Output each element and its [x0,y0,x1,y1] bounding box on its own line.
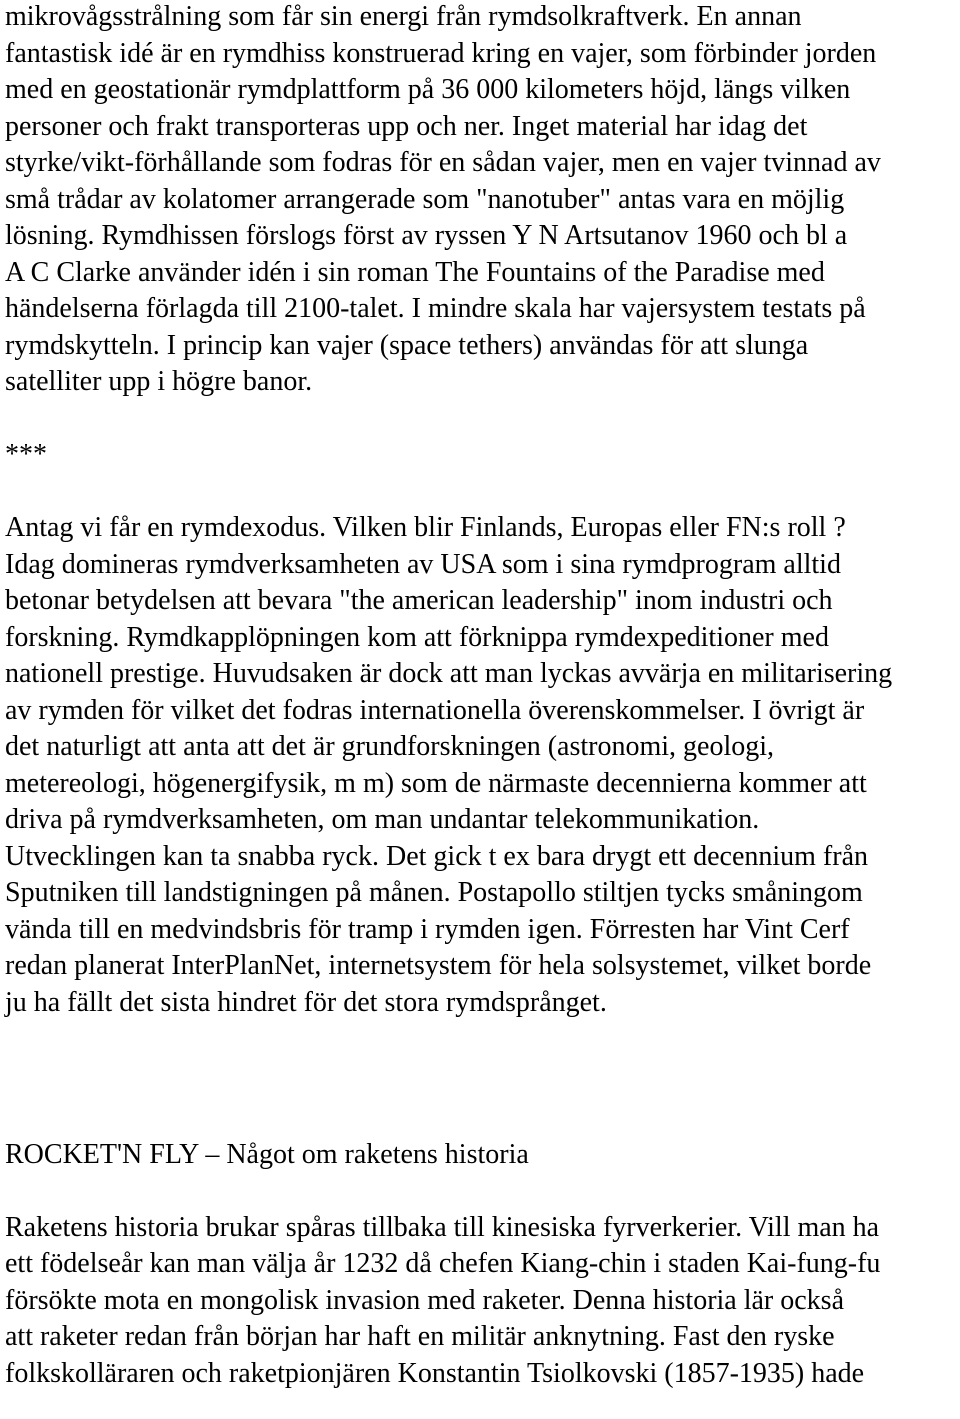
text-line: ett födelseår kan man välja år 1232 då chefen Kiang-chin i staden Kai-fung-fu [5,1248,881,1279]
text-line: händelserna förlagda till 2100-talet. I mindre skala har vajersystem testats på [5,293,866,324]
separator-text: *** [5,438,47,470]
text-line: forskning. Rymdkapplöpningen kom att förknippa rymdexpeditioner med [5,621,829,653]
text-line: vända till en medvindsbris för tramp i rymden igen. Förresten har Vint Cerf [5,913,850,945]
text-line: personer och frakt transporteras upp och ner. Inget material har idag det [5,110,808,142]
text-line: styrke/vikt-förhållande som fodras för en sådan vajer, men en vajer tvinnad av [5,147,881,178]
text-line: betonar betydelsen att bevara "the american leadership" inom industri och [5,585,833,616]
text-line: nationell prestige. Huvudsaken är dock att man lyckas avvärja en militarisering [5,658,893,689]
paragraph-raketens-historia [5,1210,960,1393]
text-line: metereologi, högenergifysik, m m) som de närmaste decennierna kommer att [5,767,867,799]
text-line: små trådar av kolatomer arrangerade som "nanotuber" antas vara en möjlig [5,183,845,215]
text-line: A C Clarke använder idén i sin roman The Fountains of the Paradise med [5,256,825,288]
text-line: fantastisk idé är en rymdhiss konstruerad kring en vajer, som förbinder jorden [5,37,877,69]
spacer [5,473,960,510]
paragraph-rymdexodus [5,510,960,1021]
text-line: det naturligt att anta att det är grundforskningen (astronomi, geologi, [5,731,775,762]
text-line: Utvecklingen kan ta snabba ryck. Det gick t ex bara drygt ett decennium från [5,840,869,872]
text-line: driva på rymdverksamheten, om man undantar telekommunikation. [5,804,760,835]
text-line: folkskolläraren och raketpionjären Konstantin Tsiolkovski (1857-1935) hade [5,1357,865,1389]
paragraph-rymdhiss [5,0,960,401]
section-heading [5,1137,960,1174]
text-line: rymdskytteln. I princip kan vajer (space tethers) användas för att slunga [5,329,809,361]
heading-text: ROCKET'N FLY – Något om raketens historia [5,1139,529,1170]
text-line: Sputniken till landstigningen på månen. Postapollo stiltjen tycks småningom [5,877,863,908]
section-separator [5,437,960,474]
text-line: försökte mota en mongolisk invasion med raketer. Denna historia lär också [5,1284,845,1316]
text-line: Idag domineras rymdverksamheten av USA som i sina rymdprogram alltid [5,548,841,580]
text-line: satelliter upp i högre banor. [5,366,313,397]
text-line: lösning. Rymdhissen förslogs först av ryssen Y N Artsutanov 1960 och bl a [5,220,848,251]
text-line: mikrovågsstrålning som får sin energi från rymdsolkraftverk. En annan [5,1,802,32]
document-page [5,0,960,1392]
spacer [5,1021,960,1137]
spacer [5,401,960,437]
text-line: redan planerat InterPlanNet, internetsystem för hela solsystemet, vilket borde [5,950,872,981]
spacer [5,1174,960,1210]
text-line: Antag vi får en rymdexodus. Vilken blir Finlands, Europas eller FN:s roll ? [5,512,846,543]
text-line: att raketer redan från början har haft en militär anknytning. Fast den ryske [5,1321,835,1352]
text-line: av rymden för vilket det fodras internationella överenskommelser. I övrigt är [5,694,865,726]
text-line: ju ha fällt det sista hindret för det stora rymdsprånget. [5,986,607,1018]
text-line: med en geostationär rymdplattform på 36 000 kilometers höjd, längs vilken [5,74,851,105]
text-line: Raketens historia brukar spåras tillbaka till kinesiska fyrverkerier. Vill man ha [5,1211,880,1243]
